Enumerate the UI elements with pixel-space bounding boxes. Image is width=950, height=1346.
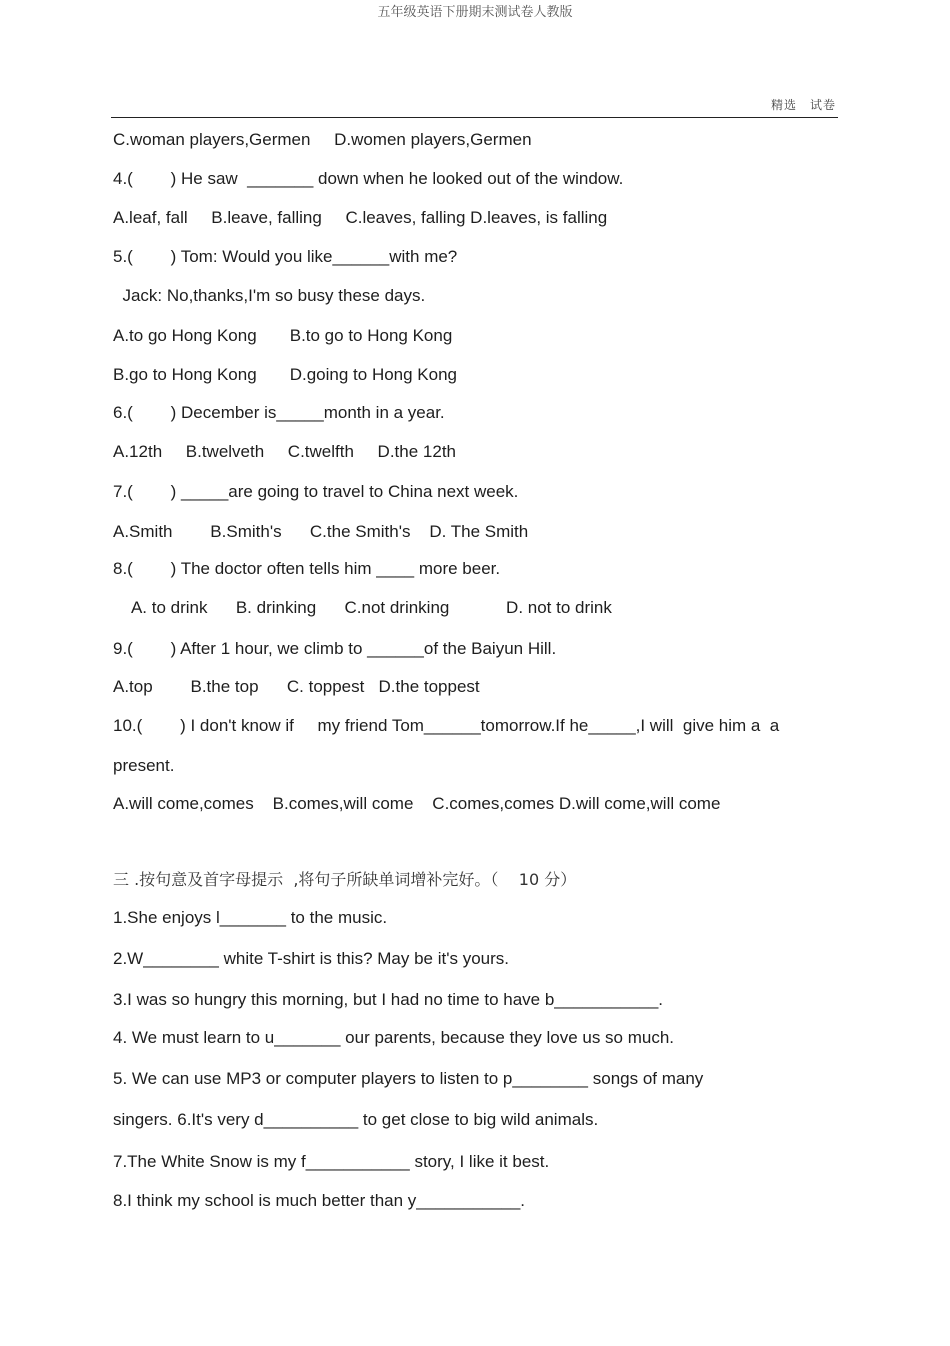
fill-in-3: 3.I was so hungry this morning, but I had no time to have b___________.	[113, 990, 664, 1009]
question-5-dialogue: Jack: No,thanks,I'm so busy these days.	[113, 286, 426, 305]
question-10-continued: present.	[113, 756, 175, 775]
option-line-q8: A. to drink B. drinking C.not drinking D. not to drink	[113, 598, 612, 617]
question-10: 10.( ) I don't know if my friend Tom______tomorrow.If he_____,I will give him a a	[113, 716, 780, 735]
option-line-q4: A.leaf, fall B.leave, falling C.leaves, falling D.leaves, is falling	[113, 208, 608, 227]
header-label: 精选 试卷	[770, 98, 836, 112]
question-7: 7.( ) _____are going to travel to China next week.	[113, 482, 519, 501]
option-line-q6: A.12th B.twelveth C.twelfth D.the 12th	[113, 442, 456, 461]
section-three-heading: 三 .按句意及首字母提示 ,将句子所缺单词增补完好。（ 10 分）	[113, 870, 577, 889]
question-6: 6.( ) December is_____month in a year.	[113, 403, 445, 422]
fill-in-5-6: singers. 6.It's very d__________ to get close to big wild animals.	[113, 1110, 599, 1129]
question-8: 8.( ) The doctor often tells him ____ more beer.	[113, 559, 501, 578]
document-title: 五年级英语下册期末测试卷人教版	[377, 5, 573, 20]
question-5: 5.( ) Tom: Would you like______with me?	[113, 247, 458, 266]
fill-in-7: 7.The White Snow is my f___________ story, I like it best.	[113, 1152, 550, 1171]
fill-in-5: 5. We can use MP3 or computer players to listen to p________ songs of many	[113, 1069, 704, 1088]
fill-in-2: 2.W________ white T-shirt is this? May be it's yours.	[113, 949, 509, 968]
header-divider	[111, 117, 838, 118]
option-line-q3: C.woman players,Germen D.women players,Germen	[113, 130, 532, 149]
option-line-q7: A.Smith B.Smith's C.the Smith's D. The Smith	[113, 522, 529, 541]
option-line-q5-a: A.to go Hong Kong B.to go to Hong Kong	[113, 326, 453, 345]
fill-in-8: 8.I think my school is much better than y___________.	[113, 1191, 526, 1210]
option-line-q10: A.will come,comes B.comes,will come C.comes,comes D.will come,will come	[113, 794, 721, 813]
option-line-q5-b: B.go to Hong Kong D.going to Hong Kong	[113, 365, 458, 384]
question-4: 4.( ) He saw _______ down when he looked out of the window.	[113, 169, 624, 188]
option-line-q9: A.top B.the top C. toppest D.the toppest	[113, 677, 480, 696]
fill-in-1: 1.She enjoys l_______ to the music.	[113, 908, 388, 927]
fill-in-4: 4. We must learn to u_______ our parents, because they love us so much.	[113, 1028, 675, 1047]
question-9: 9.( ) After 1 hour, we climb to ______of the Baiyun Hill.	[113, 639, 557, 658]
